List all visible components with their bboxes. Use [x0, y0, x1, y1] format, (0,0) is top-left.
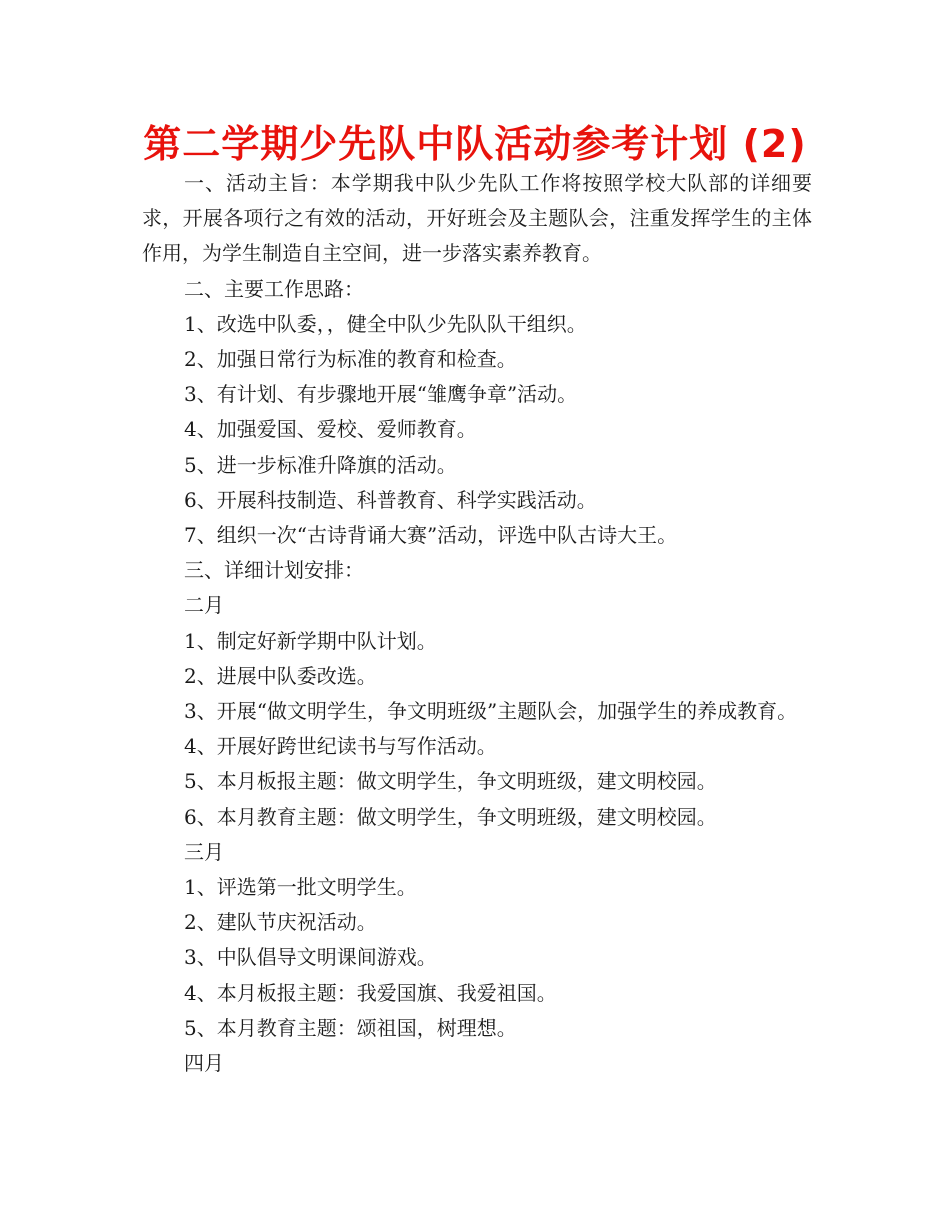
month-heading-february: 二月: [184, 593, 224, 618]
heading-detailed-plan: 三、详细计划安排：: [184, 558, 364, 583]
document-body: [142, 166, 812, 1081]
list-item: 1、制定好新学期中队计划。: [184, 628, 437, 653]
heading-main-ideas: 二、主要工作思路：: [184, 276, 364, 301]
list-item: 7、组织一次“古诗背诵大赛”活动，评选中队古诗大王。: [184, 523, 678, 548]
list-item: 6、本月教育主题：做文明学生，争文明班级，建文明校园。: [184, 804, 717, 829]
list-item: 4、本月板报主题：我爱国旗、我爱祖国。: [184, 980, 557, 1005]
list-item: 5、本月教育主题：颂祖国，树理想。: [184, 1015, 517, 1040]
month-heading-march: 三月: [184, 839, 224, 864]
list-item: 1、评选第一批文明学生。: [184, 875, 417, 900]
list-item: 4、开展好跨世纪读书与写作活动。: [184, 734, 497, 759]
list-item: 2、进展中队委改选。: [184, 663, 377, 688]
list-item: 3、中队倡导文明课间游戏。: [184, 945, 437, 970]
month-heading-april: 四月: [184, 1051, 224, 1076]
list-item: 1、改选中队委，，健全中队少先队队干组织。: [184, 311, 587, 336]
list-item: 2、建队节庆祝活动。: [184, 910, 377, 935]
list-item: 6、开展科技制造、科普教育、科学实践活动。: [184, 487, 597, 512]
list-item: 5、本月板报主题：做文明学生，争文明班级，建文明校园。: [184, 769, 717, 794]
list-item: 5、进一步标准升降旗的活动。: [184, 452, 457, 477]
list-item: 3、开展“做文明学生，争文明班级”主题队会，加强学生的养成教育。: [184, 699, 798, 724]
list-item: 2、加强日常行为标准的教育和检查。: [184, 347, 517, 372]
list-item: 4、加强爱国、爱校、爱师教育。: [184, 417, 477, 442]
paragraph-activity-purpose: 一、活动主旨：本学期我中队少先队工作将按照学校大队部的详细要求，开展各项行之有效的活动，开好班会及主题队会，注重发挥学生的主体作用，为学生制造自主空间，进一步落实素养教育。: [142, 171, 812, 266]
document-title: 第二学期少先队中队活动参考计划 (2): [143, 122, 807, 166]
list-item: 3、有计划、有步骤地开展“雏鹰争章”活动。: [184, 382, 578, 407]
